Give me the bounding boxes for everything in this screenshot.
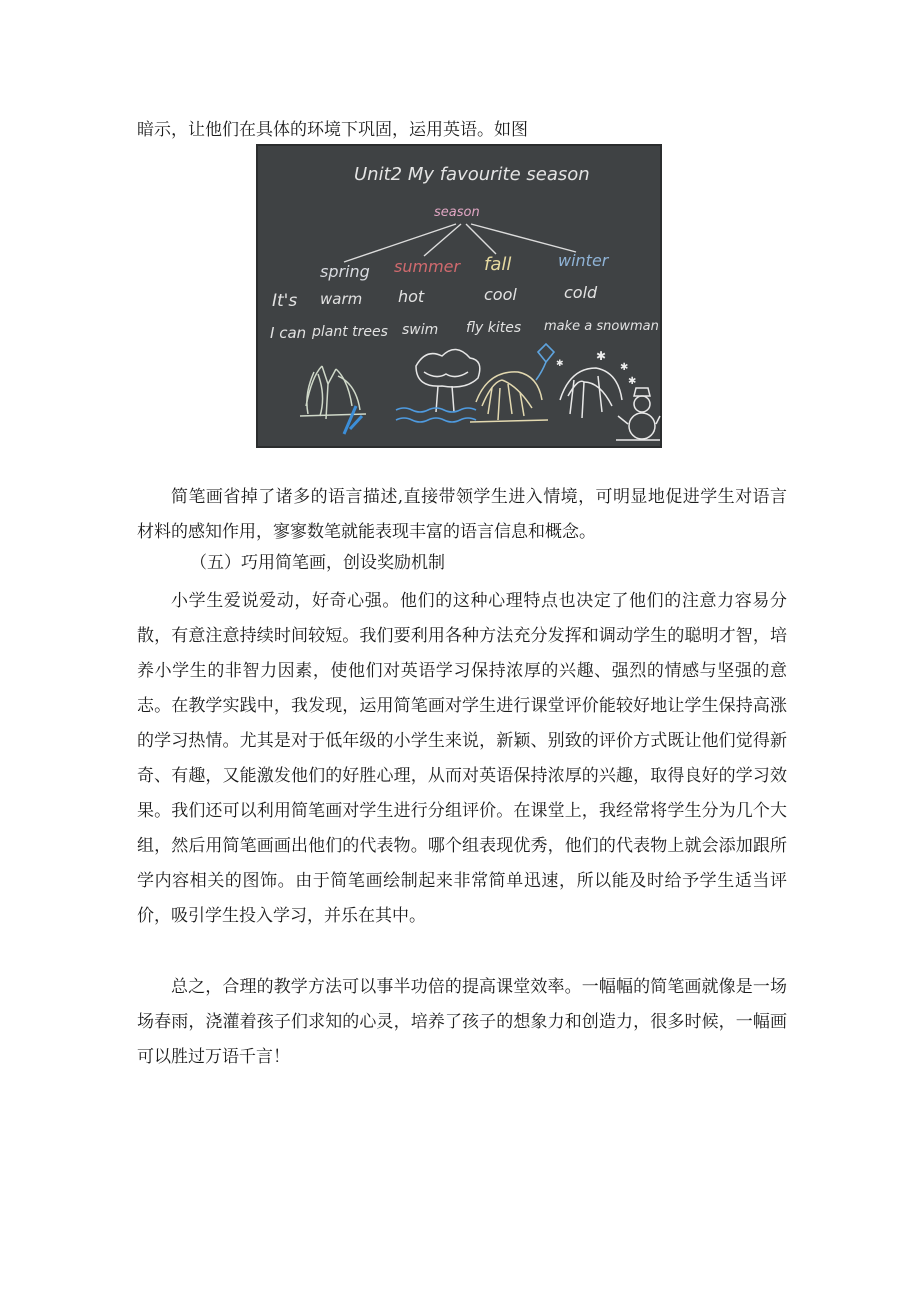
label-its: It's — [272, 291, 298, 311]
blackboard-drawing — [256, 144, 662, 448]
activity-fly-kites: fly kites — [466, 320, 522, 336]
board-root-word: season — [434, 205, 480, 220]
weather-cold: cold — [564, 283, 598, 302]
svg-text:✱: ✱ — [556, 359, 564, 369]
paragraph-conclusion: 总之，合理的教学方法可以事半功倍的提高课堂效率。一幅幅的简笔画就像是一场场春雨，浇灌着孩子们求知的心灵，培养了孩子的想象力和创造力，很多时候，一幅画可以胜过万语千言！ — [137, 977, 787, 1067]
paragraph-reward-mechanism: 小学生爱说爱动，好奇心强。他们的这种心理特点也决定了他们的注意力容易分散，有意注意持续时间较短。我们要利用各种方法充分发挥和调动学生的聪明才智，培养小学生的非智力因素，使他们对英语学习保持浓厚的兴趣、强烈的情感与坚强的意志。在教学实践中，我发现，运用简笔画对学生进行课堂评价能较好地让学生保持高涨的学习热情。尤其是对于低年级的小学生来说，新颖、别致的评价方式既让他们觉得新奇、有趣，又能激发他们的好胜心理，从而对英语保持浓厚的兴趣，取得良好的学习效果。我们还可以利用简笔画对学生进行分组评价。在课堂上，我经常将学生分为几个大组，然后用简笔画画出他们的代表物。哪个组表现优秀，他们的代表物上就会添加跟所学内容相关的图饰。由于简笔画绘制起来非常简单迅速，所以能及时给予学生适当评价，吸引学生投入学习，并乐在其中。 — [137, 591, 787, 926]
activity-plant-trees: plant trees — [312, 324, 388, 340]
season-winter: winter — [558, 251, 609, 270]
svg-text:✱: ✱ — [628, 376, 637, 387]
board-title: Unit2 My favourite season — [354, 164, 590, 185]
season-summer: summer — [394, 257, 461, 276]
section-heading-five: （五）巧用简笔画，创设奖励机制 — [190, 553, 445, 573]
intro-line: 暗示，让他们在具体的环境下巩固，运用英语。如图 — [137, 120, 528, 140]
svg-text:✱: ✱ — [620, 362, 629, 373]
season-spring: spring — [320, 262, 370, 281]
weather-hot: hot — [398, 287, 425, 306]
blackboard-photo — [256, 144, 662, 448]
weather-cool: cool — [484, 285, 517, 304]
paragraph-sketch-benefits: 简笔画省掉了诸多的语言描述,直接带领学生进入情境，可明显地促进学生对语言材料的感知作用，寥寥数笔就能表现丰富的语言信息和概念。 — [137, 487, 787, 542]
season-fall: fall — [484, 254, 512, 275]
activity-swim: swim — [402, 322, 439, 338]
activity-make-a-snowman: make a snowman — [544, 319, 659, 334]
weather-warm: warm — [320, 290, 363, 308]
svg-text:✱: ✱ — [596, 349, 607, 363]
label-ican: I can — [270, 324, 307, 342]
